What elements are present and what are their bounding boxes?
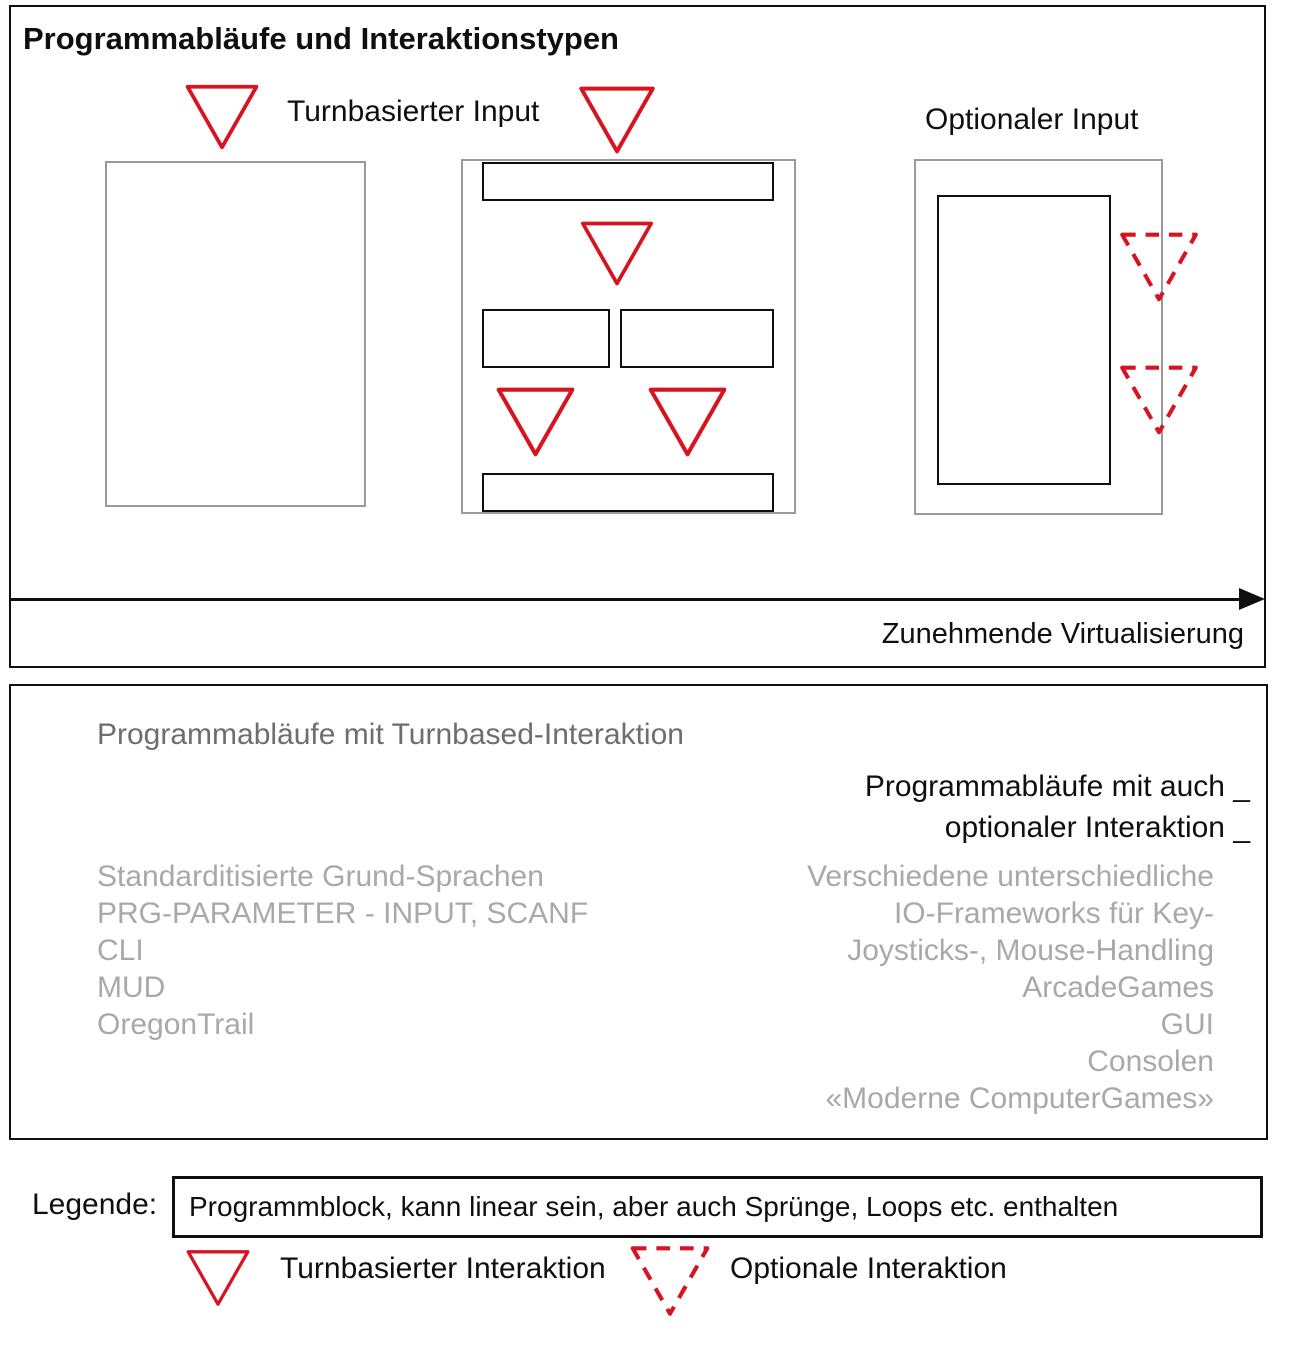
list-item: OregonTrail xyxy=(97,1008,255,1041)
list-item: Standarditisierte Grund-Sprachen xyxy=(97,860,544,893)
optional-examples-list xyxy=(807,858,1214,1117)
program-block-middle xyxy=(461,159,796,514)
top-panel-program-flows xyxy=(9,5,1266,668)
legend-optional-label: Optionale Interaktion xyxy=(730,1252,1007,1285)
program-segment-bottom-bar xyxy=(482,473,774,512)
turnbased-input-label: Turnbasierter Input xyxy=(287,95,540,128)
optional-triangle-icon xyxy=(1119,232,1199,302)
legend-label: Legende: xyxy=(32,1188,158,1221)
axis-label: Zunehmende Virtualisierung xyxy=(881,618,1244,650)
optional-flows-heading-line1: Programmabläufe mit auch _ xyxy=(864,770,1250,803)
turnbased-triangle-icon xyxy=(186,1246,250,1310)
program-block-right xyxy=(914,159,1163,515)
right-arrow-icon xyxy=(11,598,1239,601)
optional-flows-heading xyxy=(865,766,1250,848)
legend-program-block-box xyxy=(172,1176,1263,1238)
program-segment-branch-left xyxy=(482,309,610,368)
program-segment-top-bar xyxy=(482,162,774,201)
legend-turnbased-label: Turnbasierter Interaktion xyxy=(280,1252,606,1285)
turnbased-triangle-icon xyxy=(577,86,657,154)
list-item: Joysticks-, Mouse-Handling xyxy=(847,934,1214,967)
list-item: PRG-PARAMETER - INPUT, SCANF xyxy=(97,897,589,930)
optional-input-label: Optionaler Input xyxy=(925,103,1139,136)
list-item: MUD xyxy=(97,971,166,1004)
list-item: IO-Frameworks für Key- xyxy=(893,897,1214,930)
program-segment-branch-right xyxy=(620,309,774,368)
legend-program-block-text: Programmblock, kann linear sein, aber auch Sprünge, Loops etc. enthalten xyxy=(189,1191,1119,1222)
turnbased-triangle-icon xyxy=(185,83,259,151)
turnbased-flows-heading: Programmabläufe mit Turnbased-Interaktion xyxy=(97,718,684,751)
list-item: Verschiedene unterschiedliche xyxy=(807,860,1214,893)
right-arrow-icon xyxy=(1239,588,1265,610)
optional-triangle-icon xyxy=(630,1244,710,1318)
list-item: «Moderne ComputerGames» xyxy=(825,1082,1214,1115)
list-item: Consolen xyxy=(1087,1045,1214,1078)
turnbased-triangle-icon xyxy=(647,387,728,457)
middle-panel-interaction-lists xyxy=(9,684,1268,1140)
page-title: Programmabläufe und Interaktionstypen xyxy=(23,21,619,56)
program-block-left xyxy=(105,161,366,507)
program-segment-inner-block xyxy=(937,195,1111,485)
optional-flows-heading-line2: optionaler Interaktion _ xyxy=(944,811,1250,844)
turnbased-examples-list xyxy=(97,858,588,1043)
turnbased-triangle-icon xyxy=(495,387,576,457)
list-item: GUI xyxy=(1160,1008,1214,1041)
list-item: CLI xyxy=(97,934,144,967)
list-item: ArcadeGames xyxy=(1022,971,1214,1004)
optional-triangle-icon xyxy=(1119,365,1199,435)
turnbased-triangle-icon xyxy=(577,221,657,286)
